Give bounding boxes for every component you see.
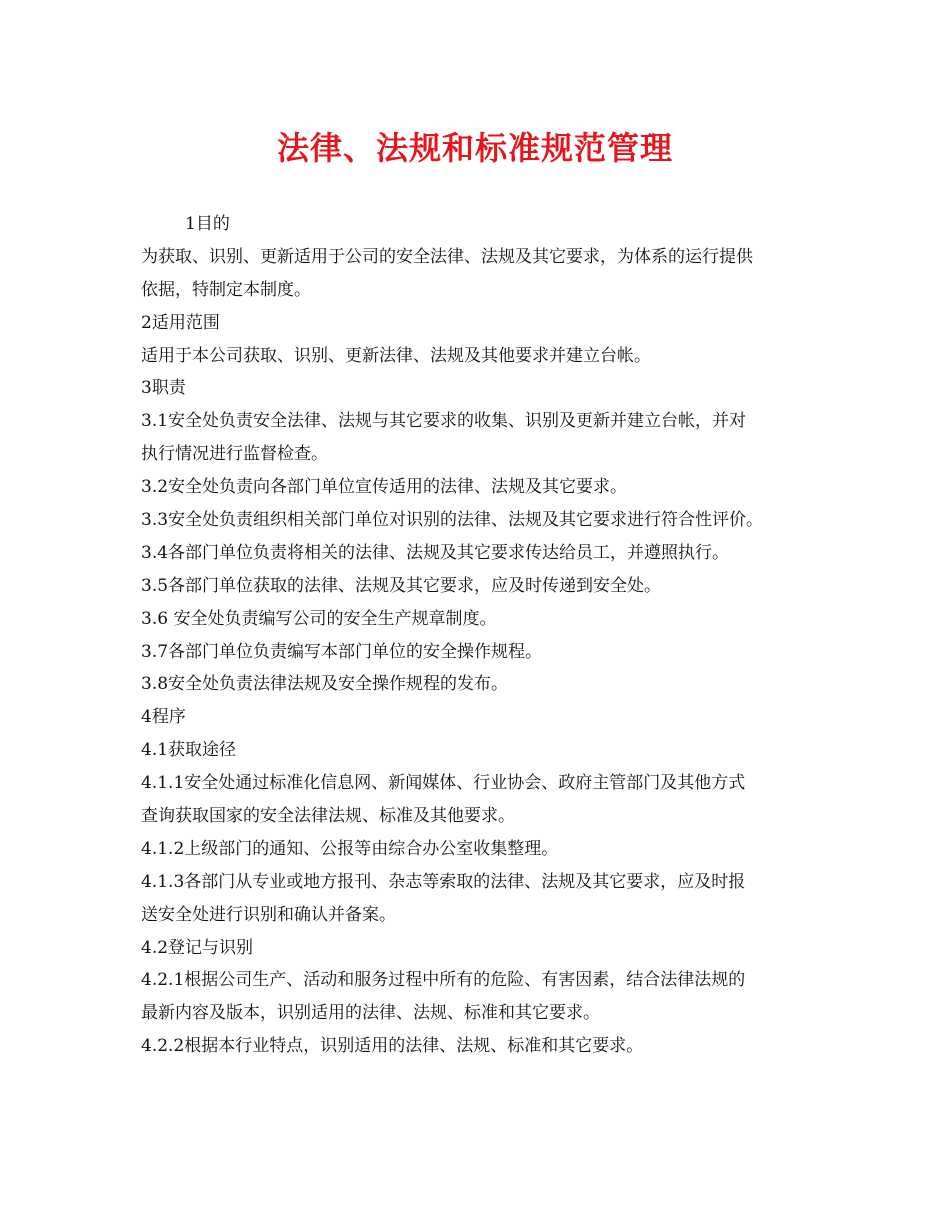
paragraph-line: 依据，特制定本制度。 [141,279,311,300]
paragraph-line: 3.3安全处负责组织相关部门单位对识别的法律、法规及其它要求进行符合性评价。 [141,510,764,531]
paragraph-line: 2适用范围 [141,312,220,333]
paragraph-line: 送安全处进行识别和确认并备案。 [141,904,396,925]
paragraph-line: 3.1安全处负责安全法律、法规与其它要求的收集、识别及更新并建立台帐，并对 [141,411,747,432]
paragraph-line: 1目的 [185,214,230,234]
paragraph-line: 3.4各部门单位负责将相关的法律、法规及其它要求传达给员工，并遵照执行。 [141,542,730,563]
paragraph-line: 3.5各部门单位获取的法律、法规及其它要求，应及时传递到安全处。 [141,575,662,596]
paragraph-line: 4.1.1安全处通过标准化信息网、新闻媒体、行业协会、政府主管部门及其他方式 [141,773,746,794]
paragraph-line: 4.2.1根据公司生产、活动和服务过程中所有的危险、有害因素，结合法律法规的 [141,970,746,991]
paragraph-line: 3.7各部门单位负责编写本部门单位的安全操作规程。 [141,641,543,662]
paragraph-line: 4.1获取途径 [141,740,237,761]
paragraph-line: 3.6 安全处负责编写公司的安全生产规章制度。 [141,608,497,629]
document-body [141,208,831,1063]
paragraph-line: 3.8安全处负责法律法规及安全操作规程的发布。 [141,674,509,695]
paragraph-line: 最新内容及版本，识别适用的法律、法规、标准和其它要求。 [141,1003,600,1024]
paragraph-line: 4.1.3各部门从专业或地方报刊、杂志等索取的法律、法规及其它要求，应及时报 [141,871,746,892]
paragraph-line: 3职责 [141,378,186,399]
paragraph-line: 为获取、识别、更新适用于公司的安全法律、法规及其它要求，为体系的运行提供 [141,246,753,267]
document-title: 法律、法规和标准规范管理 [276,129,673,167]
paragraph-line: 4.2登记与识别 [141,937,254,958]
paragraph-line: 3.2安全处负责向各部门单位宣传适用的法律、法规及其它要求。 [141,477,628,498]
paragraph-line: 4程序 [141,707,186,728]
paragraph-line: 执行情况进行监督检查。 [141,444,328,465]
paragraph-line: 4.2.2根据本行业特点，识别适用的法律、法规、标准和其它要求。 [141,1036,644,1057]
paragraph-line: 适用于本公司获取、识别、更新法律、法规及其他要求并建立台帐。 [141,345,651,366]
paragraph-line: 查询获取国家的安全法律法规、标准及其他要求。 [141,806,515,827]
paragraph-line: 4.1.2上级部门的通知、公报等由综合办公室收集整理。 [141,838,559,859]
